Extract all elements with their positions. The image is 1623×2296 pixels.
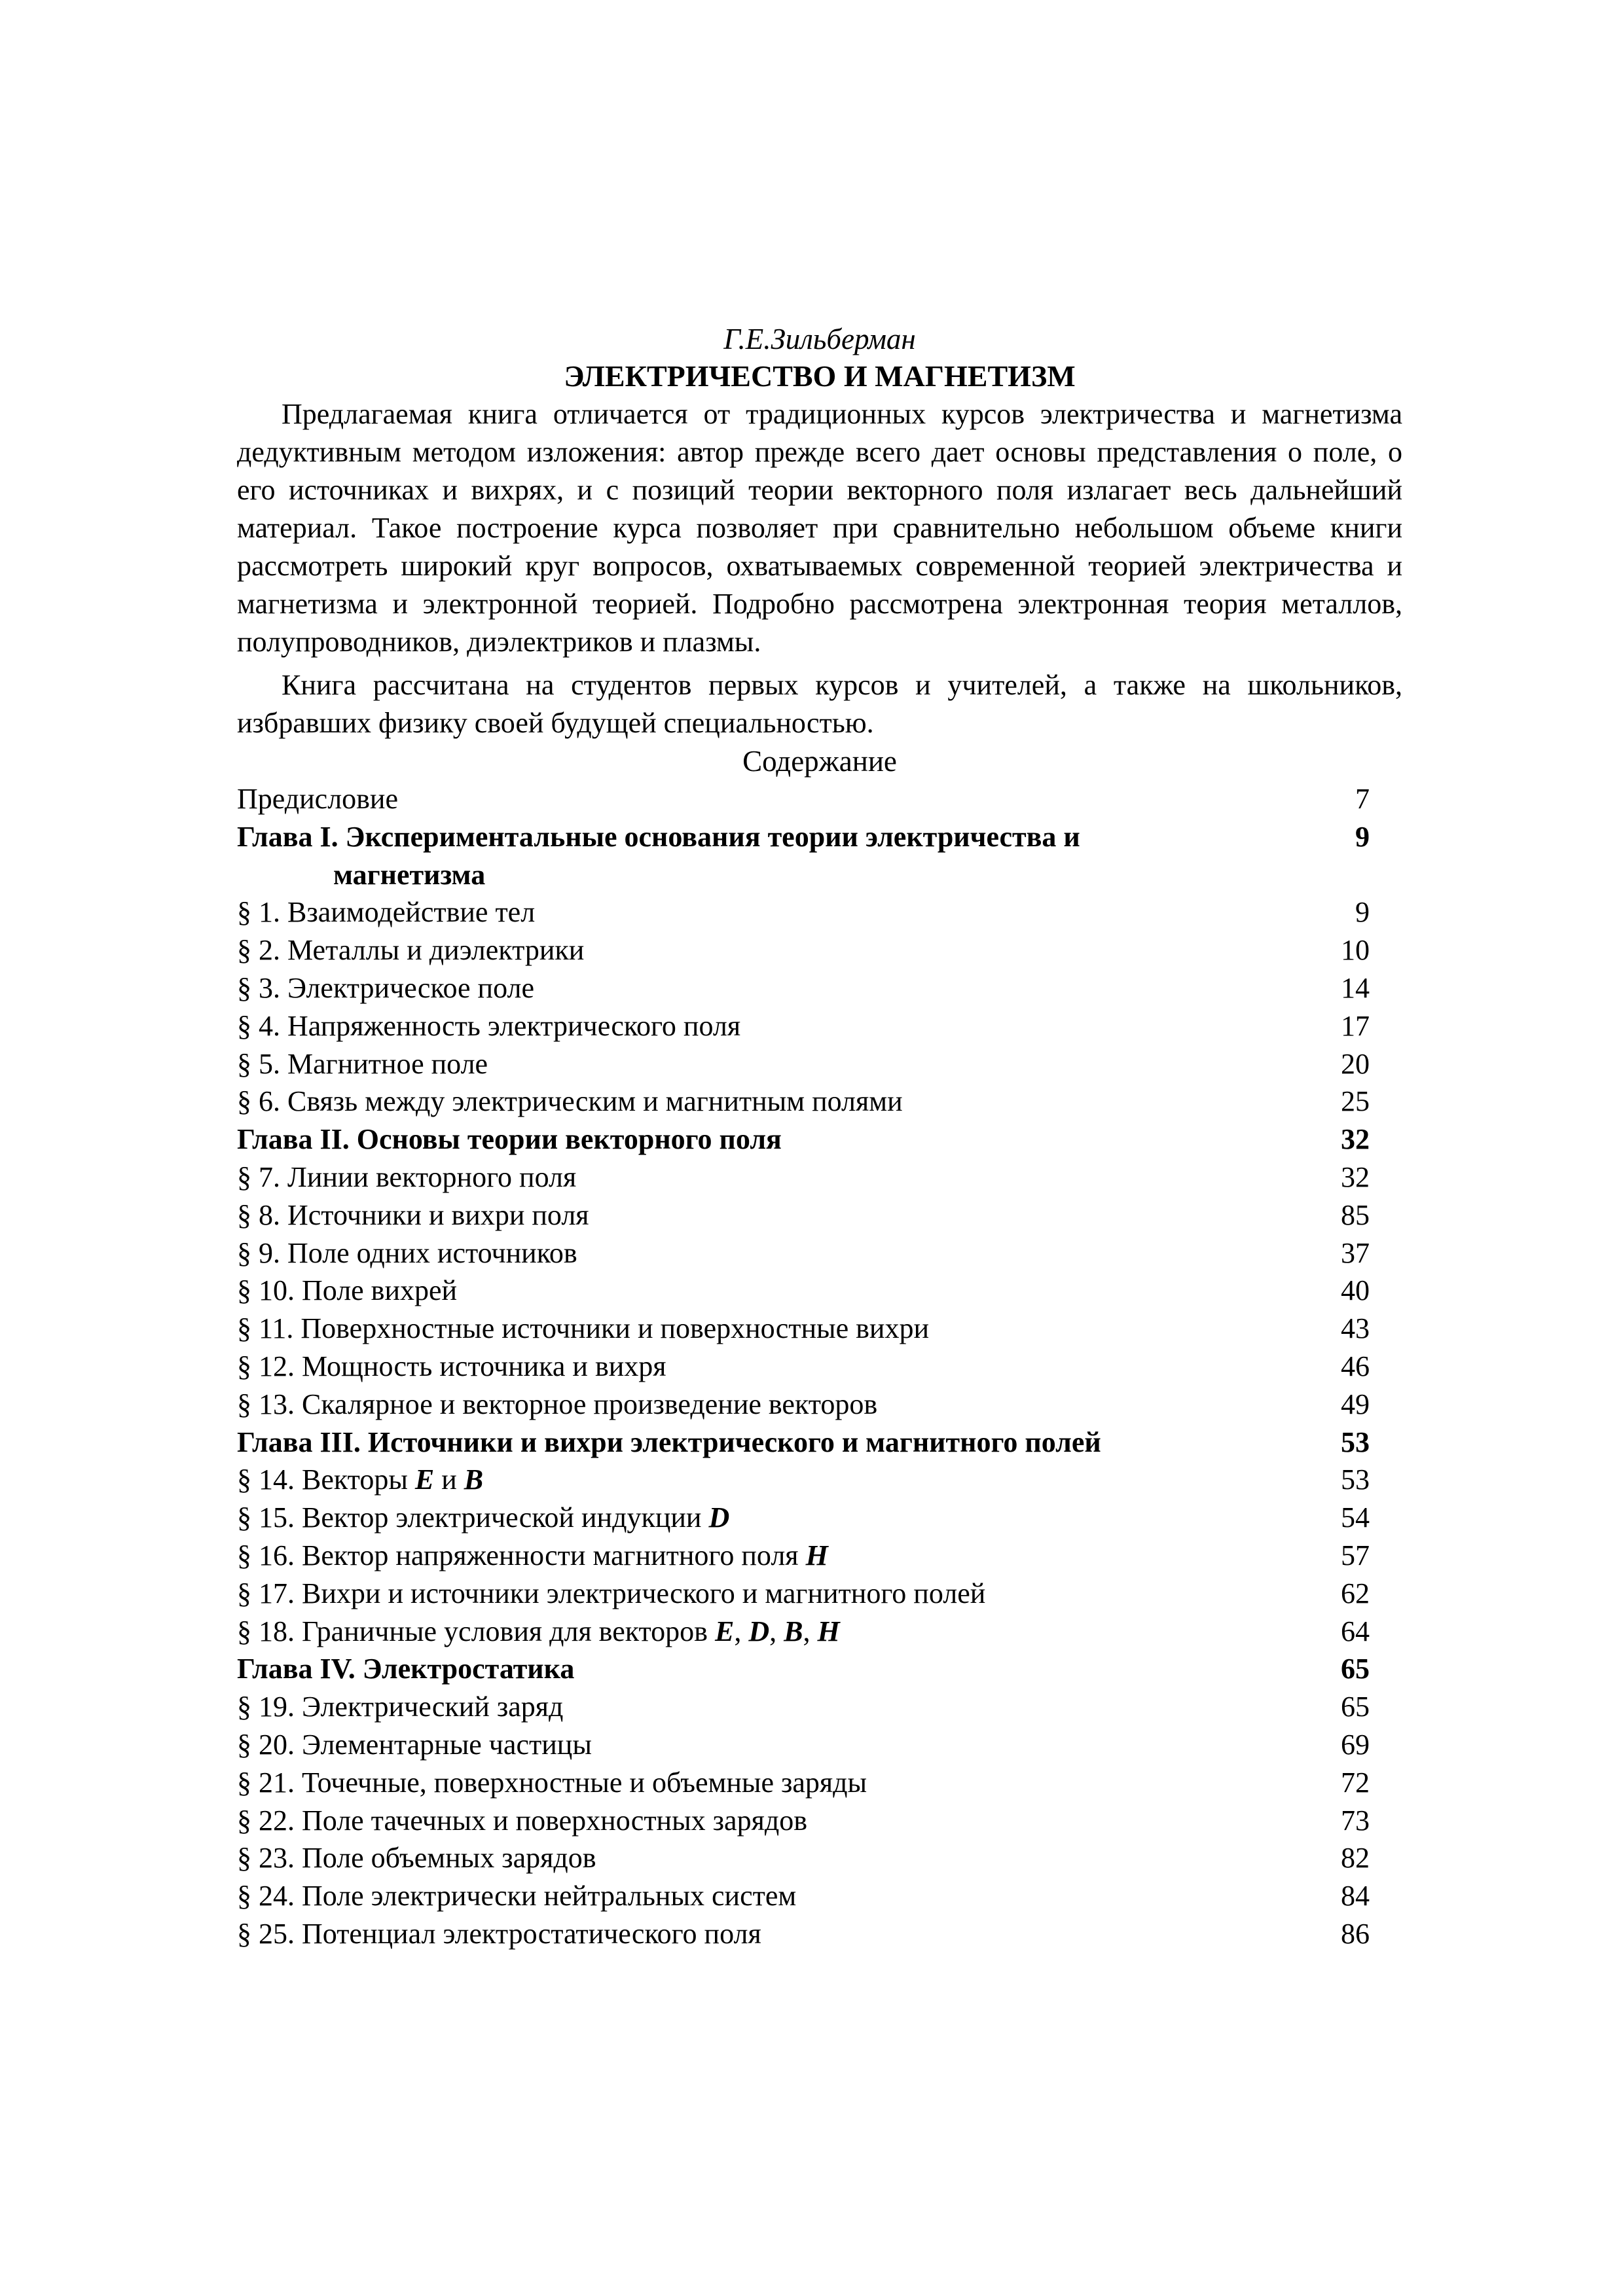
toc-entry-title: § 12. Мощность источника и вихря — [237, 1350, 666, 1382]
toc-page-number: 65 — [1341, 1691, 1370, 1723]
vector-symbol: E — [414, 1463, 435, 1496]
vector-symbol: H — [805, 1539, 828, 1571]
toc-section — [237, 1726, 1402, 1764]
toc-entry-title: § 18. Граничные условия для векторов E, D, B, H — [237, 1615, 840, 1647]
document-page — [237, 321, 1402, 1953]
toc-section — [237, 1499, 1402, 1537]
toc-section — [237, 1083, 1402, 1121]
toc-page-number: 64 — [1341, 1615, 1370, 1647]
toc-entry-title: § 8. Источники и вихри поля — [237, 1198, 589, 1231]
abstract-paragraph: Книга рассчитана на студентов первых курсов и учителей, а также на школьников, избравших физику своей будущей специальностью. — [237, 669, 1402, 739]
toc-page-number: 46 — [1341, 1350, 1370, 1382]
toc-entry-title: § 21. Точечные, поверхностные и объемные заряды — [237, 1766, 867, 1799]
toc-section — [237, 1537, 1402, 1575]
toc-page-number: 37 — [1341, 1236, 1370, 1269]
toc-section — [237, 1234, 1402, 1272]
table-of-contents — [237, 780, 1402, 1953]
toc-section — [237, 1272, 1402, 1310]
toc-entry-title: § 10. Поле вихрей — [237, 1274, 458, 1307]
toc-section — [237, 1575, 1402, 1613]
toc-page-number: 72 — [1341, 1766, 1370, 1799]
toc-entry-title: § 11. Поверхностные источники и поверхностные вихри — [237, 1312, 930, 1345]
toc-entry-title: § 1. Взаимодействие тел — [237, 896, 536, 929]
vector-symbol: D — [748, 1615, 770, 1647]
toc-entry-title: § 23. Поле объемных зарядов — [237, 1842, 596, 1874]
toc-page-number: 84 — [1341, 1880, 1370, 1912]
toc-chapter-2 — [237, 1121, 1402, 1158]
abstract-paragraph: Предлагаемая книга отличается от традиционных курсов электричества и магнетизма дедуктивным методом изложения: автор прежде всего дает основы представления о поле, о его источниках и вихрях, и с позиций теории векторного поля излагает весь дальнейший материал. Такое построение курса позволяет при сравнительно небольшом объеме книги рассмотреть широкий круг вопросов, охватываемых современной теорией электричества и магнетизма и электронной теорией. Подробно рассмотрена электронная теория металлов, полупроводников, диэлектриков и плазмы. — [237, 398, 1402, 658]
toc-chapter-title: Глава II. Основы теории векторного поля — [237, 1123, 782, 1156]
toc-section — [237, 1045, 1402, 1083]
toc-section — [237, 893, 1402, 931]
toc-page-number: 10 — [1341, 934, 1370, 967]
toc-section — [237, 931, 1402, 969]
toc-page-number: 14 — [1341, 971, 1370, 1004]
toc-section — [237, 1613, 1402, 1651]
toc-section — [237, 969, 1402, 1007]
toc-section — [237, 1461, 1402, 1499]
contents-heading: Содержание — [742, 745, 897, 778]
toc-page-number: 9 — [1355, 820, 1370, 853]
toc-entry-title: § 22. Поле тачечных и поверхностных зарядов — [237, 1804, 807, 1837]
toc-page-number: 25 — [1341, 1085, 1370, 1118]
toc-section — [237, 1839, 1402, 1877]
toc-page-number: 62 — [1341, 1577, 1370, 1609]
toc-section — [237, 1877, 1402, 1915]
vector-symbol: B — [784, 1615, 803, 1647]
vector-symbol: B — [464, 1463, 484, 1496]
toc-page-number: 49 — [1341, 1388, 1370, 1420]
toc-entry-title: § 5. Магнитное поле — [237, 1047, 488, 1080]
toc-page-number: 57 — [1341, 1539, 1370, 1571]
toc-entry-preface — [237, 780, 1402, 818]
toc-chapter-title: Глава III. Источники и вихри электрического и магнитного полей — [237, 1426, 1101, 1458]
toc-chapter-title: Глава IV. Электростатика — [237, 1653, 575, 1685]
toc-section — [237, 1158, 1402, 1196]
toc-entry-title: § 13. Скалярное и векторное произведение векторов — [237, 1388, 878, 1420]
toc-page-number: 69 — [1341, 1728, 1370, 1761]
toc-page-number: 17 — [1341, 1009, 1370, 1042]
toc-page-number: 53 — [1341, 1426, 1370, 1458]
toc-page-number: 32 — [1341, 1123, 1370, 1156]
toc-entry-title: § 7. Линии векторного поля — [237, 1160, 577, 1193]
toc-page-number: 85 — [1341, 1198, 1370, 1231]
toc-page-number: 82 — [1341, 1842, 1370, 1874]
toc-entry-title: § 3. Электрическое поле — [237, 971, 535, 1004]
book-title: ЭЛЕКТРИЧЕСТВО И МАГНЕТИЗМ — [564, 359, 1076, 393]
toc-section — [237, 1196, 1402, 1234]
toc-section — [237, 1688, 1402, 1726]
toc-page-number: 86 — [1341, 1917, 1370, 1950]
toc-entry-title: § 2. Металлы и диэлектрики — [237, 934, 585, 967]
toc-entry-title: § 15. Вектор электрической индукции D — [237, 1501, 730, 1534]
toc-section — [237, 1007, 1402, 1045]
vector-symbol: H — [817, 1615, 840, 1647]
vector-symbol: E — [714, 1615, 735, 1647]
toc-chapter-title-continued: магнетизма — [333, 858, 486, 891]
toc-page-number: 54 — [1341, 1501, 1370, 1534]
toc-page-number: 20 — [1341, 1047, 1370, 1080]
toc-page-number: 43 — [1341, 1312, 1370, 1345]
toc-section — [237, 1802, 1402, 1840]
toc-page-number: 40 — [1341, 1274, 1370, 1307]
toc-section — [237, 1310, 1402, 1348]
toc-section — [237, 1764, 1402, 1802]
toc-entry-title: § 19. Электрический заряд — [237, 1691, 564, 1723]
toc-section — [237, 1915, 1402, 1953]
toc-entry-title: § 14. Векторы E и B — [237, 1463, 484, 1496]
toc-entry-title: § 16. Вектор напряженности магнитного поля H — [237, 1539, 828, 1571]
toc-entry-title: § 6. Связь между электрическим и магнитным полями — [237, 1085, 903, 1118]
toc-page-number: 53 — [1341, 1463, 1370, 1496]
toc-entry-title: § 9. Поле одних источников — [237, 1236, 577, 1269]
toc-chapter-1 — [237, 818, 1402, 894]
toc-entry-title: § 4. Напряженность электрического поля — [237, 1009, 741, 1042]
toc-page-number: 32 — [1341, 1160, 1370, 1193]
toc-page-number: 7 — [1355, 783, 1370, 815]
toc-chapter-3 — [237, 1424, 1402, 1462]
toc-page-number: 73 — [1341, 1804, 1370, 1837]
toc-section — [237, 1348, 1402, 1386]
toc-entry-title: § 20. Элементарные частицы — [237, 1728, 592, 1761]
toc-chapter-4 — [237, 1650, 1402, 1688]
book-author: Г.Е.Зильберман — [723, 323, 916, 355]
toc-page-number: 65 — [1341, 1653, 1370, 1685]
toc-entry-title: § 24. Поле электрически нейтральных систем — [237, 1880, 797, 1912]
toc-section — [237, 1386, 1402, 1424]
toc-entry-title: § 25. Потенциал электростатического поля — [237, 1917, 761, 1950]
toc-chapter-title: Глава I. Экспериментальные основания теории электричества и — [237, 820, 1080, 853]
toc-entry-title: Предисловие — [237, 783, 398, 815]
toc-entry-title: § 17. Вихри и источники электрического и магнитного полей — [237, 1577, 986, 1609]
vector-symbol: D — [708, 1501, 730, 1534]
toc-page-number: 9 — [1355, 896, 1370, 929]
